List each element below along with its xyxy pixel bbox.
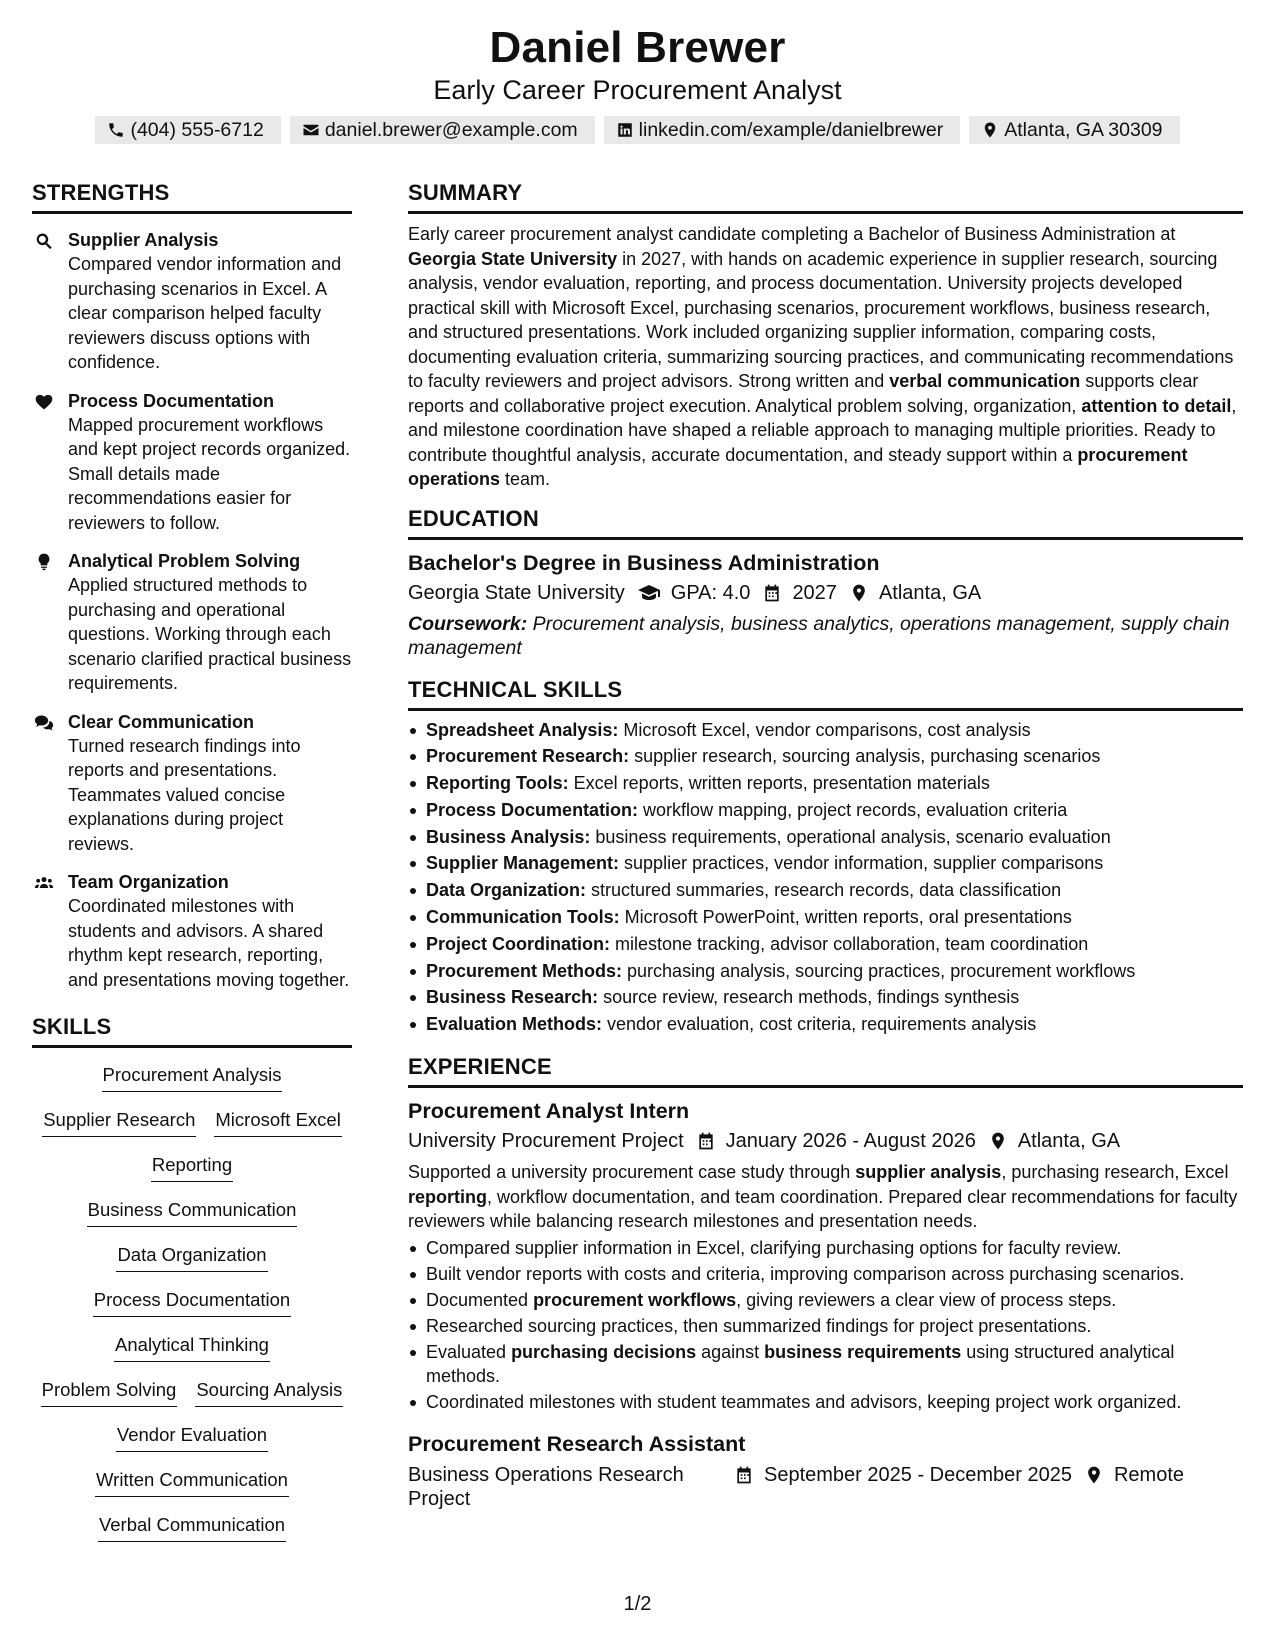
strength-item: [32, 228, 352, 375]
skill-tag: Vendor Evaluation: [116, 1422, 268, 1452]
job-location: Atlanta, GA: [1017, 1130, 1121, 1153]
phone-text: (404) 555-6712: [130, 118, 264, 141]
map-pin-icon: [981, 121, 999, 139]
job-dates: September 2025 - December 2025: [764, 1463, 1072, 1486]
map-pin-icon: [988, 1131, 1008, 1151]
skills-list: [32, 1062, 352, 1557]
list-item: Business Analysis: business requirements, operational analysis, scenario evaluation: [408, 824, 1243, 851]
candidate-title: Early Career Procurement Analyst: [433, 75, 842, 105]
technical-skills-heading: TECHNICAL SKILLS: [408, 677, 1243, 711]
skill-tag: Data Organization: [116, 1242, 267, 1272]
heart-icon: [34, 392, 54, 412]
list-item: Documented procurement workflows, giving reviewers a clear view of process steps.: [408, 1288, 1243, 1313]
job-organization: Business Operations Research Project: [408, 1463, 684, 1510]
list-item: Communication Tools: Microsoft PowerPoint, written reports, oral presentations: [408, 904, 1243, 931]
page-number: 1/2: [623, 1593, 652, 1615]
strength-desc: Applied structured methods to purchasing and operational questions. Working through each scenario clarified practical business requirements.: [68, 575, 352, 693]
list-item: Compared supplier information in Excel, clarifying purchasing options for faculty review.: [408, 1236, 1243, 1261]
strength-title: Analytical Problem Solving: [68, 551, 301, 571]
strength-desc: Compared vendor information and purchasing scenarios in Excel. A clear comparison helped faculty reviewers discuss options with confidence.: [68, 254, 342, 372]
job-dates: January 2026 - August 2026: [725, 1130, 976, 1153]
skill-tag: Problem Solving: [41, 1377, 178, 1407]
skill-tag: Process Documentation: [93, 1287, 291, 1317]
job-description: Supported a university procurement case study through supplier analysis, purchasing research, Excel reporting, workflow documentation, and team coordination. Prepared clear recommendations for faculty reviewers while balancing research milestones and presentation needs.: [408, 1162, 1238, 1232]
resume-header: [0, 22, 1275, 144]
experience-heading: EXPERIENCE: [408, 1054, 1243, 1088]
education-meta: [408, 578, 1243, 608]
strength-item: [32, 549, 352, 696]
school-location: Atlanta, GA: [878, 581, 982, 604]
search-icon: [34, 231, 54, 251]
list-item: Evaluated purchasing decisions against business requirements using structured analytical methods.: [408, 1340, 1243, 1389]
contact-location: [969, 116, 1179, 144]
map-pin-icon: [1084, 1465, 1104, 1485]
skill-tag: Analytical Thinking: [114, 1332, 270, 1362]
comments-icon: [34, 713, 54, 733]
skill-tag: Sourcing Analysis: [195, 1377, 343, 1407]
lightbulb-icon: [34, 552, 54, 572]
list-item: Spreadsheet Analysis: Microsoft Excel, vendor comparisons, cost analysis: [408, 717, 1243, 744]
strength-item: [32, 870, 352, 992]
strength-title: Clear Communication: [68, 711, 255, 732]
contact-linkedin[interactable]: [604, 116, 961, 144]
list-item: Supplier Management: supplier practices, vendor information, supplier comparisons: [408, 850, 1243, 877]
candidate-name: Daniel Brewer: [489, 23, 786, 72]
list-item: Procurement Methods: purchasing analysis, sourcing practices, procurement workflows: [408, 958, 1243, 985]
job-title: Procurement Analyst Intern: [408, 1099, 690, 1124]
education-heading: EDUCATION: [408, 506, 1243, 540]
skill-tag: Reporting: [151, 1152, 233, 1182]
school-name: Georgia State University: [408, 581, 625, 604]
strength-title: Team Organization: [68, 872, 229, 892]
list-item: Business Research: source review, research methods, findings synthesis: [408, 984, 1243, 1011]
linkedin-icon: [616, 121, 634, 139]
linkedin-text: linkedin.com/example/danielbrewer: [638, 118, 944, 141]
calendar-icon: [762, 583, 782, 603]
contact-bar: [0, 116, 1275, 144]
list-item: Evaluation Methods: vendor evaluation, cost criteria, requirements analysis: [408, 1011, 1243, 1038]
list-item: Process Documentation: workflow mapping, project records, evaluation criteria: [408, 797, 1243, 824]
degree-title: Bachelor's Degree in Business Administration: [408, 550, 880, 575]
list-item: Coordinated milestones with student teammates and advisors, keeping project work organized.: [408, 1390, 1243, 1415]
graduation-year: 2027: [792, 581, 837, 604]
left-column: [32, 180, 352, 1557]
strength-desc: Coordinated milestones with students and advisors. A shared rhythm kept research, reporting, and presentations moving together.: [68, 896, 350, 990]
contact-phone[interactable]: [95, 116, 280, 144]
calendar-icon: [734, 1465, 754, 1485]
strength-desc: Mapped procurement workflows and kept project records organized. Small details made recommendations easier for reviewers to follow.: [68, 414, 351, 533]
list-item: Researched sourcing practices, then summarized findings for project presentations.: [408, 1314, 1243, 1339]
strength-desc: Turned research findings into reports and presentations. Teammates valued concise explanations during project reviews.: [68, 735, 301, 854]
job-organization: University Procurement Project: [408, 1130, 684, 1153]
skill-tag: Supplier Research: [42, 1107, 196, 1137]
gpa: GPA: 4.0: [670, 581, 751, 604]
list-item: Procurement Research: supplier research, sourcing analysis, purchasing scenarios: [408, 743, 1243, 770]
map-pin-icon: [849, 583, 869, 603]
users-icon: [34, 873, 54, 893]
skills-heading: SKILLS: [32, 1014, 352, 1048]
coursework: Coursework: Procurement analysis, business analytics, operations management, supply chain management: [408, 612, 1230, 659]
skill-tag: Written Communication: [95, 1467, 289, 1497]
list-item: Project Coordination: milestone tracking, advisor collaboration, team coordination: [408, 931, 1243, 958]
strengths-heading: STRENGTHS: [32, 180, 352, 214]
list-item: Data Organization: structured summaries, research records, data classification: [408, 877, 1243, 904]
right-column: [408, 180, 1243, 1511]
job-bullets: [408, 1236, 1243, 1415]
summary-text: Early career procurement analyst candidate completing a Bachelor of Business Administration at Georgia State University in 2027, with hands on academic experience in supplier research, sourcing analysis, vendor evaluation, reporting, and process documentation. University projects developed practical skill with Microsoft Excel, purchasing scenarios, procurement workflows, business research, and structured presentations. Work included organizing supplier information, comparing costs, documenting evaluation criteria, summarizing sourcing practices, and communicating recommendations to faculty reviewers and project advisors. Strong written and verbal communication supports clear reports and collaborative project execution. Analytical problem solving, organization, attention to detail, and milestone coordination have shaped a reliable approach to managing multiple priorities. Ready to contribute thoughtful analysis, accurate documentation, and steady support within a procurement operations team.: [408, 224, 1237, 489]
list-item: Reporting Tools: Excel reports, written reports, presentation materials: [408, 770, 1243, 797]
job-meta: [408, 1126, 1243, 1156]
strength-item: [32, 389, 352, 536]
calendar-icon: [696, 1131, 716, 1151]
strength-title: Supplier Analysis: [68, 230, 219, 250]
skill-tag: Procurement Analysis: [102, 1062, 283, 1092]
contact-email[interactable]: [290, 116, 595, 144]
envelope-icon: [302, 121, 320, 139]
skill-tag: Verbal Communication: [98, 1512, 286, 1542]
graduation-cap-icon: [637, 581, 661, 605]
technical-skills-list: [408, 717, 1243, 1039]
skill-tag: Microsoft Excel: [214, 1107, 341, 1137]
skill-tag: Business Communication: [87, 1197, 298, 1227]
email-text: daniel.brewer@example.com: [324, 118, 578, 141]
strength-title: Process Documentation: [68, 390, 275, 411]
strength-item: [32, 710, 352, 857]
job-location: Remote: [1113, 1463, 1184, 1486]
job-title: Procurement Research Assistant: [408, 1431, 746, 1456]
phone-icon: [107, 121, 125, 139]
job-meta: [408, 1463, 1243, 1511]
location-text: Atlanta, GA 30309: [1004, 118, 1163, 141]
summary-heading: SUMMARY: [408, 180, 1243, 214]
list-item: Built vendor reports with costs and criteria, improving comparison across purchasing scenarios.: [408, 1262, 1243, 1287]
